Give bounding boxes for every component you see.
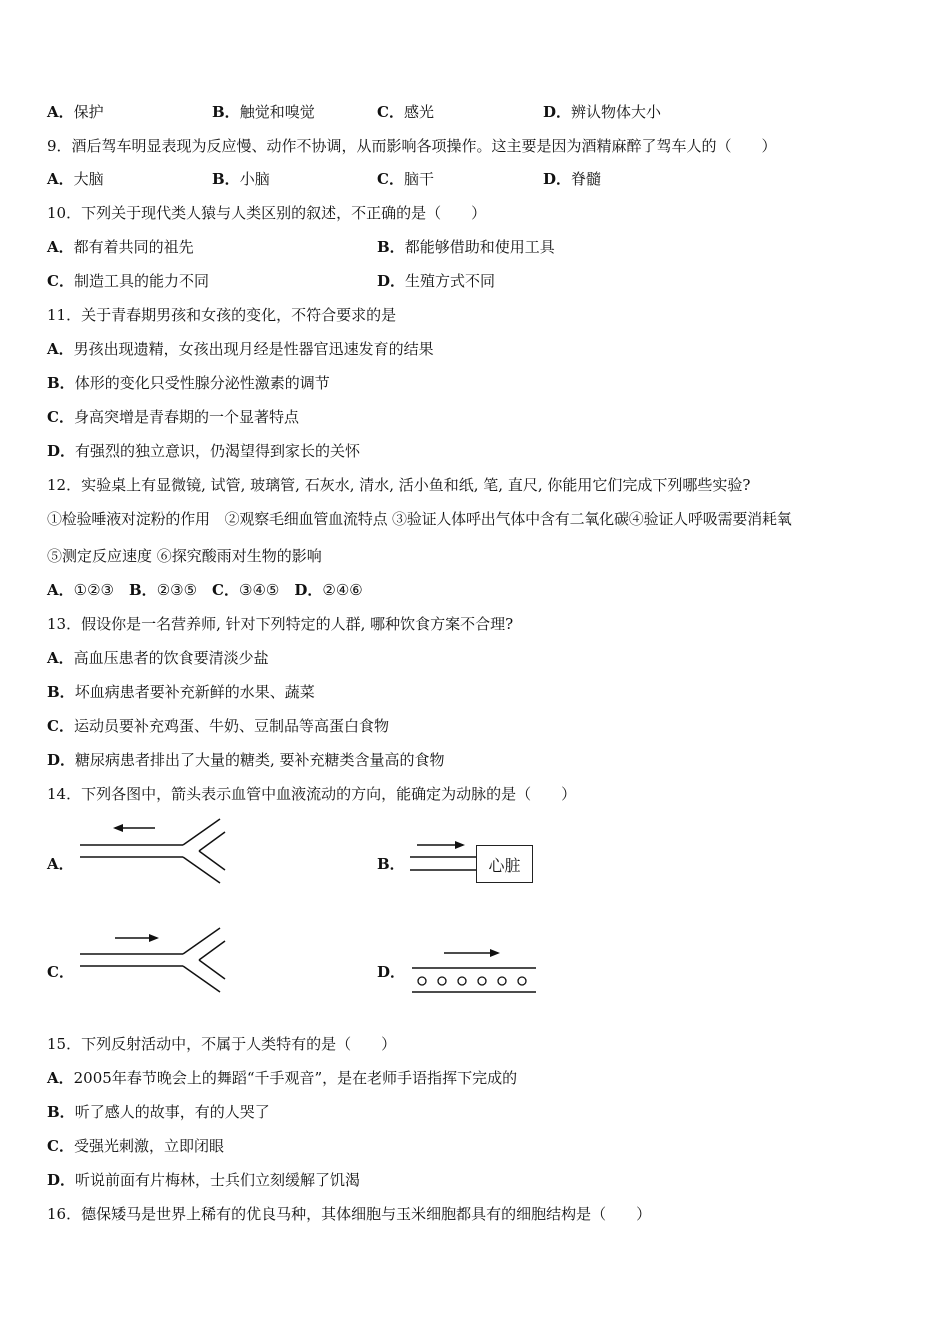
q12-stem: 12．实验桌上有显微镜, 试管, 玻璃管, 石灰水, 清水, 活小鱼和纸, 笔, 直尺, 你能用它们完成下列哪些实验? (47, 476, 751, 494)
q8-option-b: B．触觉和嗅觉 (212, 103, 315, 121)
q14-diagram-a (75, 816, 235, 866)
q11-option-a: A．男孩出现遗精，女孩出现月经是性器官迅速发育的结果 (47, 340, 434, 358)
q12-options: A．①②③ B．②③⑤ C．③④⑤ D．②④⑥ (47, 581, 363, 599)
q13-stem: 13．假设你是一名营养师, 针对下列特定的人群, 哪种饮食方案不合理? (47, 615, 514, 633)
q10-option-a: A．都有着共同的祖先 (47, 238, 194, 256)
q15-stem: 15．下列反射活动中，不属于人类特有的是（ ） (47, 1035, 397, 1053)
q11-option-d: D．有强烈的独立意识，仍渴望得到家长的关怀 (47, 442, 361, 460)
q13-option-a: A．高血压患者的饮食要清淡少盐 (47, 649, 269, 667)
q13-option-c: C．运动员要补充鸡蛋、牛奶、豆制品等高蛋白食物 (47, 717, 389, 735)
q8-option-c: C．感光 (377, 103, 434, 121)
q12-items-line1: ①检验唾液对淀粉的作用 ②观察毛细血管血流特点 ③验证人体呼出气体中含有二氧化碳④验证人呼吸需要消耗氧 (47, 510, 792, 528)
q14-diagram-b (405, 835, 480, 880)
q12-items-line2: ⑤测定反应速度 ⑥探究酸雨对生物的影响 (47, 547, 322, 565)
q9-option-b: B．小脑 (212, 170, 270, 188)
q14-option-d-label: D． (377, 963, 406, 981)
q14-option-a-label: A． (47, 855, 74, 873)
q8-option-a: A．保护 (47, 103, 104, 121)
q10-option-b: B．都能够借助和使用工具 (377, 238, 555, 256)
q13-option-b: B．坏血病患者要补充新鲜的水果、蔬菜 (47, 683, 315, 701)
q14-diagram-c (75, 926, 235, 996)
q10-option-c: C．制造工具的能力不同 (47, 272, 209, 290)
q10-option-d: D．生殖方式不同 (377, 272, 496, 290)
q9-option-a: A．大脑 (47, 170, 104, 188)
q14-diagram-d (408, 945, 543, 995)
q9-option-c: C．脑干 (377, 170, 434, 188)
q9-option-d: D．脊髓 (543, 170, 602, 188)
q15-option-a: A．2005年春节晚会上的舞蹈“千手观音”，是在老师手语指挥下完成的 (47, 1069, 518, 1087)
q9-stem: 9．酒后驾车明显表现为反应慢、动作不协调，从而影响各项操作。这主要是因为酒精麻醉了驾车人的（ ） (47, 137, 777, 155)
q8-option-d: D．辨认物体大小 (543, 103, 662, 121)
q16-stem: 16．德保矮马是世界上稀有的优良马种，其体细胞与玉米细胞都具有的细胞结构是（ ） (47, 1205, 652, 1223)
q11-option-b: B．体形的变化只受性腺分泌性激素的调节 (47, 374, 330, 392)
q15-option-d: D．听说前面有片梅林，士兵们立刻缓解了饥渴 (47, 1171, 361, 1189)
q13-option-d: D．糖尿病患者排出了大量的糖类, 要补充糖类含量高的食物 (47, 751, 445, 769)
q11-option-c: C．身高突增是青春期的一个显著特点 (47, 408, 299, 426)
q14-option-c-label: C． (47, 963, 74, 981)
q11-stem: 11．关于青春期男孩和女孩的变化，不符合要求的是 (47, 306, 397, 324)
q15-option-b: B．听了感人的故事，有的人哭了 (47, 1103, 270, 1121)
q14-stem: 14．下列各图中，箭头表示血管中血液流动的方向，能确定为动脉的是（ ） (47, 785, 577, 803)
q14-heart-box: 心脏 (476, 845, 533, 883)
q10-stem: 10．下列关于现代类人猿与人类区别的叙述，不正确的是（ ） (47, 204, 487, 222)
q14-option-b-label: B． (377, 855, 405, 873)
q15-option-c: C．受强光刺激，立即闭眼 (47, 1137, 224, 1155)
